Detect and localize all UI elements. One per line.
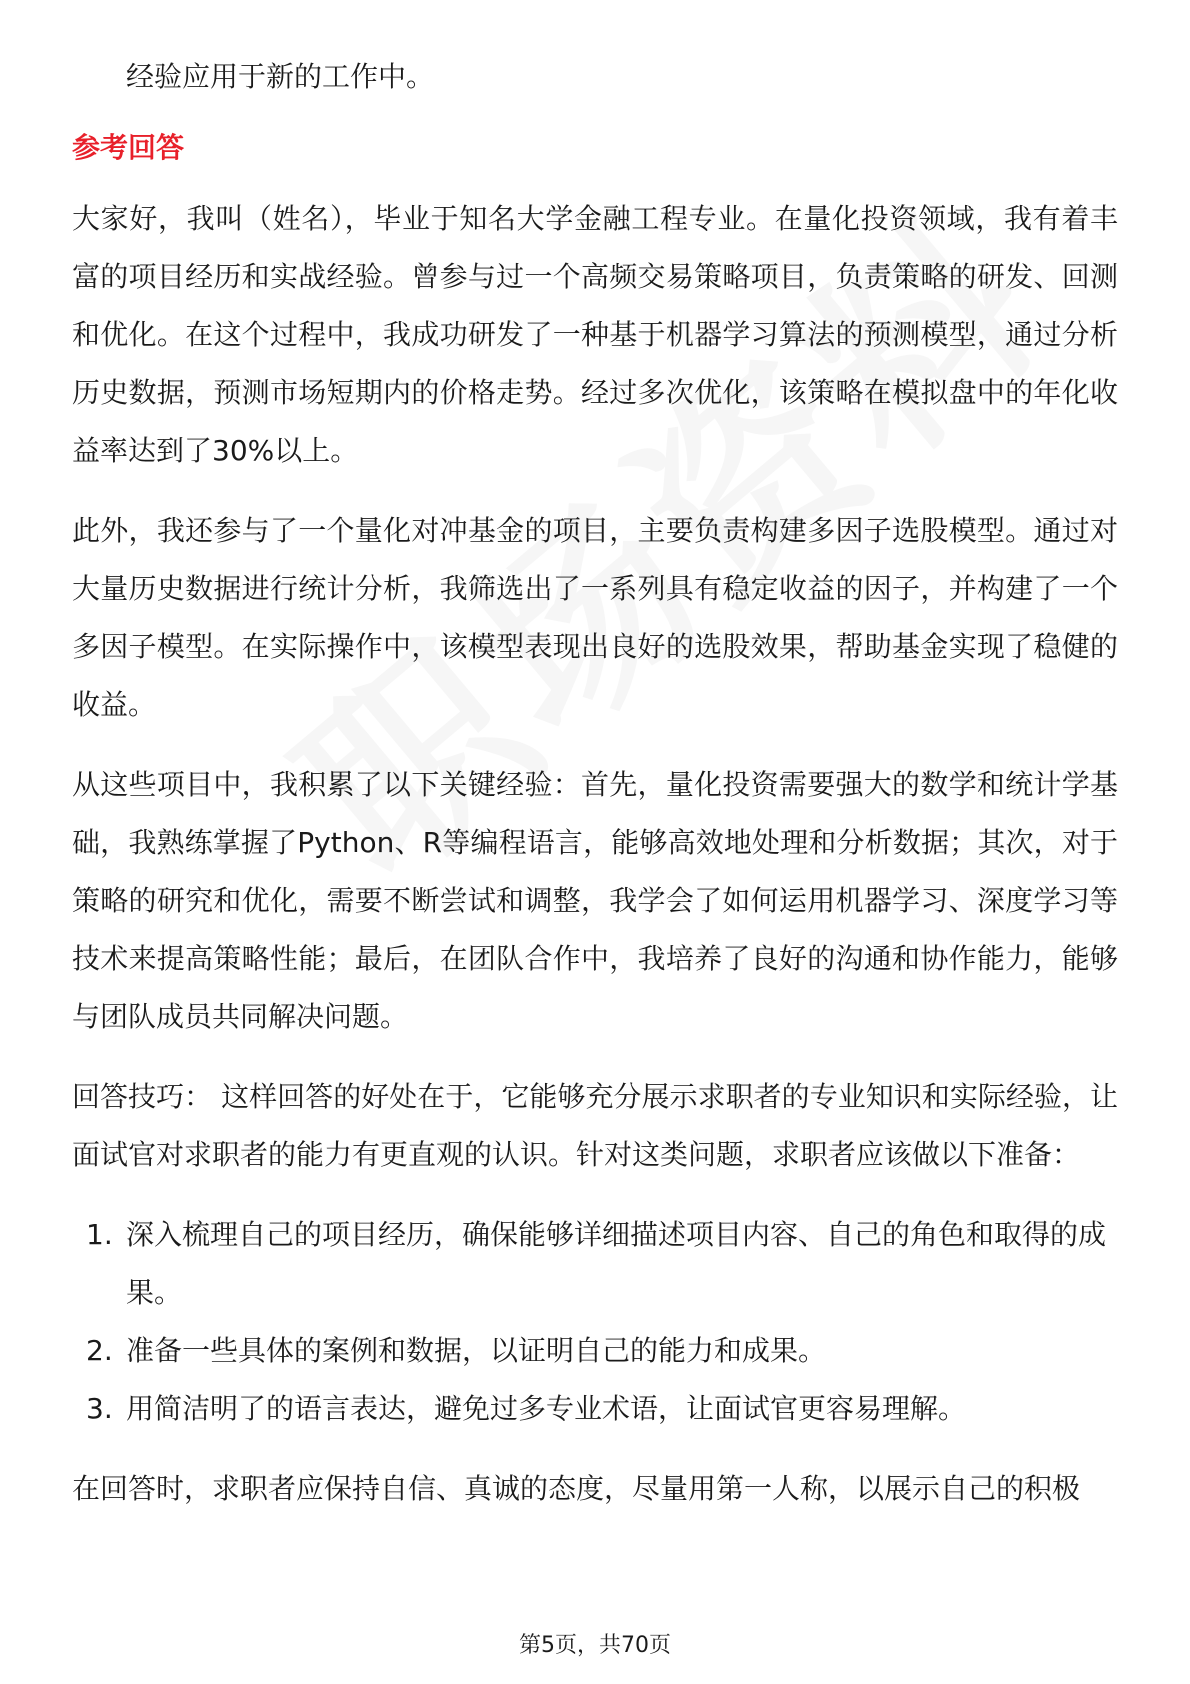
- list-item: [72, 1206, 1118, 1322]
- page-number-footer: 第5页，共70页: [519, 1633, 671, 1658]
- list-item: [72, 1322, 1118, 1380]
- list-item-number: 1.: [86, 1218, 113, 1251]
- list-item-text: 深入梳理自己的项目经历，确保能够详细描述项目内容、自己的角色和取得的成果。: [126, 1218, 1107, 1309]
- preparation-list: [72, 1206, 1118, 1438]
- intro-tail-text: 经验应用于新的工作中。: [126, 60, 435, 93]
- paragraph-closing: 在回答时，求职者应保持自信、真诚的态度，尽量用第一人称，以展示自己的积极: [72, 1472, 1081, 1505]
- paragraph-hedge-fund: 此外，我还参与了一个量化对冲基金的项目，主要负责构建多因子选股模型。通过对大量历史数据进行统计分析，我筛选出了一系列具有稳定收益的因子，并构建了一个多因子模型。在实际操作中，该模型表现出良好的选股效果，帮助基金实现了稳健的收益。: [72, 514, 1118, 721]
- page-content: [72, 48, 1118, 1518]
- list-item-number: 3.: [86, 1392, 113, 1425]
- paragraph-self-intro: 大家好，我叫（姓名），毕业于知名大学金融工程专业。在量化投资领域，我有着丰富的项目经历和实战经验。曾参与过一个高频交易策略项目，负责策略的研发、回测和优化。在这个过程中，我成功研发了一种基于机器学习算法的预测模型，通过分析历史数据，预测市场短期内的价格走势。经过多次优化，该策略在模拟盘中的年化收益率达到了30%以上。: [72, 202, 1118, 467]
- list-item-text: 准备一些具体的案例和数据，以证明自己的能力和成果。: [126, 1334, 827, 1367]
- paragraph-key-experience: 从这些项目中，我积累了以下关键经验：首先，量化投资需要强大的数学和统计学基础，我熟练掌握了Python、R等编程语言，能够高效地处理和分析数据；其次，对于策略的研究和优化，需要不断尝试和调整，我学会了如何运用机器学习、深度学习等技术来提高策略性能；最后，在团队合作中，我培养了良好的沟通和协作能力，能够与团队成员共同解决问题。: [72, 768, 1118, 1033]
- list-item-text: 用简洁明了的语言表达，避免过多专业术语，让面试官更容易理解。: [126, 1392, 967, 1425]
- reference-answer-heading: 参考回答: [72, 131, 185, 164]
- list-item-number: 2.: [86, 1334, 113, 1367]
- paragraph-answer-tips: 回答技巧： 这样回答的好处在于，它能够充分展示求职者的专业知识和实际经验，让面试官对求职者的能力有更直观的认识。针对这类问题，求职者应该做以下准备：: [72, 1080, 1118, 1171]
- list-item: [72, 1380, 1118, 1438]
